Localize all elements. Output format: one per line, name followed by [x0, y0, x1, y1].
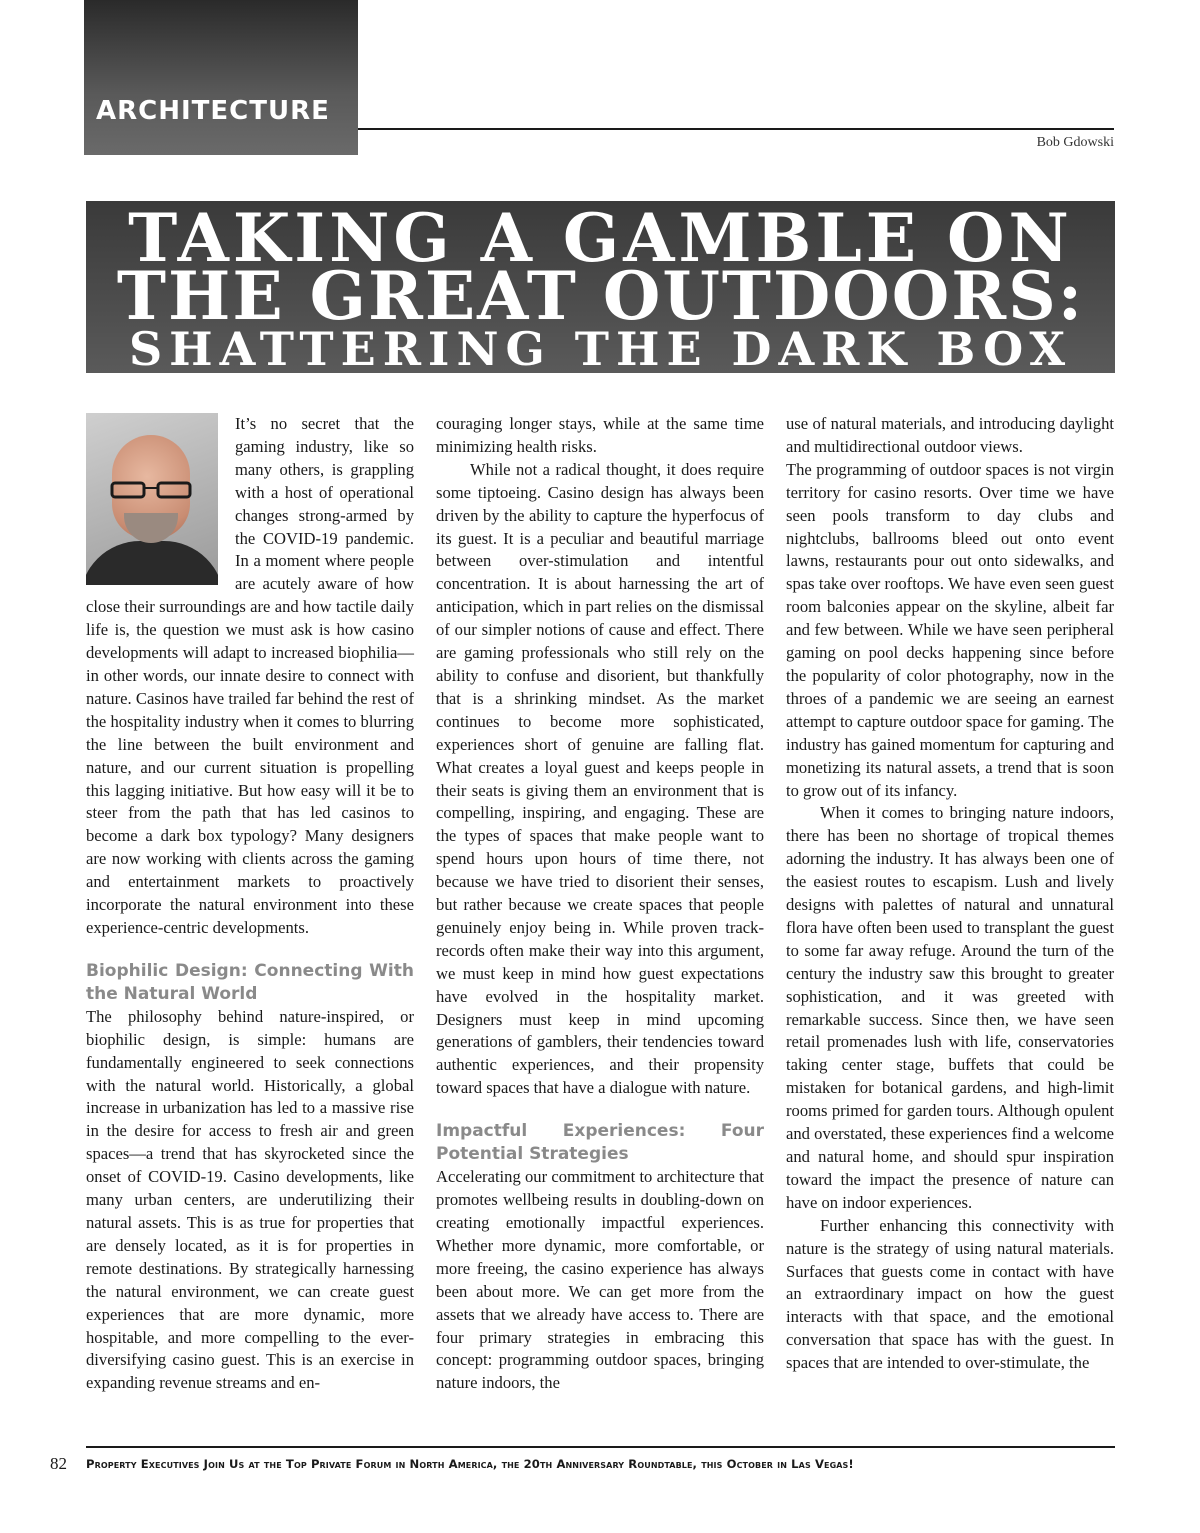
section-tab — [84, 0, 358, 155]
glasses-icon — [108, 481, 194, 499]
footer-banner: Property Executives Join Us at the Top Private Forum in North America, the 20th Anniversary Roundtable, this October in Las Vegas! — [86, 1457, 854, 1471]
body-paragraph: While not a radical thought, it does require some tiptoeing. Casino design has always been driven by the ability to capture the hyperfocus of its guest. It is a peculiar and beautiful marriage between over-stimulation and intentful concentration. It is about harnessing the art of anticipation, which in part relies on the dismissal of our simpler notions of cause and effect. There are gaming professionals who still rely on the ability to confuse and disorient, but thankfully that is a shrinking mindset. As the market continues to become more sophisticated, experiences short of genuine are falling flat. What creates a loyal guest and keeps people in their seats is giving them an environment that is compelling, inspiring, and engaging. These are the types of spaces that make people want to spend hours upon hours of time there, not because we have tried to disorient their senses, but rather because we create spaces that people genuinely enjoy being in. While proven track-records often make their way into this argument, we must keep in mind how guest expectations have evolved in the hospitality market. Designers must keep in mind upcoming generations of gamblers, their tendencies toward authentic experiences, and their propensity toward spaces that have a dialogue with nature. — [436, 459, 764, 1098]
column-1 — [86, 413, 414, 1395]
title-line-2: THE GREAT OUTDOORS: — [116, 257, 1085, 335]
footer-rule — [86, 1446, 1115, 1448]
page-number: 82 — [50, 1454, 67, 1473]
subheading: Impactful Experiences: Four Potential Strategies — [436, 1121, 764, 1165]
photo-shoulders — [86, 541, 218, 585]
body-paragraph: use of natural materials, and introducing daylight and multidirectional outdoor views. — [786, 414, 1114, 456]
title-subtitle: SHATTERING THE DARK BOX — [128, 322, 1073, 376]
body-paragraph: The programming of outdoor spaces is not virgin territory for casino resorts. Over time we have seen pools transform to day clubs and nightclubs, ballrooms bleed out onto event lawns, restaurants pour out onto sidewalks, and spas take over rooftops. We have even seen guest room balconies appear on the skyline, albeit far and few between. While we have seen peripheral gaming on pool decks happening since before the popularity of color photography, now in the throes of a pandemic we are seeing an earnest attempt to capture outdoor space for gaming. The industry has gained momentum for capturing and monetizing its natural assets, a trend that is soon to grow out of its infancy. — [786, 459, 1114, 800]
body-paragraph: Further enhancing this connectivity with nature is the strategy of using natural materials. Surfaces that guests come in contact with have an extraordinary impact on how the guest interacts with that space, and the emotional conversation that space has with the guest. In spaces that are intended to over-stimulate, the — [786, 1215, 1114, 1373]
author-photo — [86, 413, 218, 585]
body-paragraph: The philosophy behind nature-inspired, or biophilic design, is simple: humans are fundamentally engineered to seek connections with the natural world. Historically, a global increase in urbanization has led to a massive rise in the desire for access to fresh air and green spaces—a trend that has skyrocketed since the onset of COVID-19. Casino developments, like many urban centers, are underutilizing their natural assets. This is as true for properties that are densely located, as it is for properties in remote destinations. By strategically harnessing the natural environment, we can create guest experiences that are more dynamic, more hospitable, and more compelling to the ever-diversifying casino guest. This is an exercise in expanding revenue streams and en- — [86, 1006, 414, 1393]
title-line-1: TAKING A GAMBLE ON — [128, 199, 1073, 277]
column-2 — [436, 413, 764, 1395]
article-title — [86, 199, 1115, 376]
subheading: Biophilic Design: Connecting With the Natural World — [86, 960, 414, 1004]
column-3 — [786, 413, 1114, 1375]
body-paragraph: When it comes to bringing nature indoors, there has been no shortage of tropical themes adorning the industry. It has always been one of the easiest routes to escapism. Lush and lively designs with palettes of natural and unnatural flora have often been used to transplant the guest to some far away refuge. Around the turn of the century the industry saw this brought to greater sophistication, and it was greeted with remarkable success. Since then, we have seen retail promenades lush with life, conservatories taking center stage, buffets that could be mistaken for botanical gardens, and high-limit rooms primed for garden tours. Although opulent and overstated, these experiences find a welcome and natural home, and should spur inspiration toward the impact the presence of nature can have on indoor experiences. — [786, 803, 1114, 1212]
header-rule — [358, 128, 1114, 130]
photo-beard — [124, 513, 178, 543]
body-paragraph: It’s no secret that the gaming industry, like so many others, is grappling with a host of operational changes strong-armed by the COVID-19 pandemic. In a moment where people are acutely aware of how close their surroundings are and how tactile daily life is, the question we must ask is how casino developments will adapt to increased biophilia—in other words, our innate desire to connect with nature. Casinos have trailed far behind the rest of the hospitality industry when it comes to blurring the line between the built environment and nature, and our current situation is propelling this lagging initiative. But how easy will it be to steer from the path that has led casinos to become a dark box typology? Many designers are now working with clients across the gaming and entertainment markets to proactively incorporate the natural environment into these experience-centric developments. — [86, 414, 414, 937]
body-paragraph: couraging longer stays, while at the same time minimizing health risks. — [436, 414, 764, 456]
byline: Bob Gdowski — [1036, 135, 1114, 150]
section-label: ARCHITECTURE — [96, 96, 330, 126]
body-paragraph: Accelerating our commitment to architecture that promotes wellbeing results in doubling-down on creating emotionally impactful experiences. Whether more dynamic, more comfortable, or more freeing, the casino experience has always been about more. We can get more from the assets that we already have access to. There are four primary strategies in embracing this concept: programming outdoor spaces, bringing nature indoors, the — [436, 1167, 764, 1393]
